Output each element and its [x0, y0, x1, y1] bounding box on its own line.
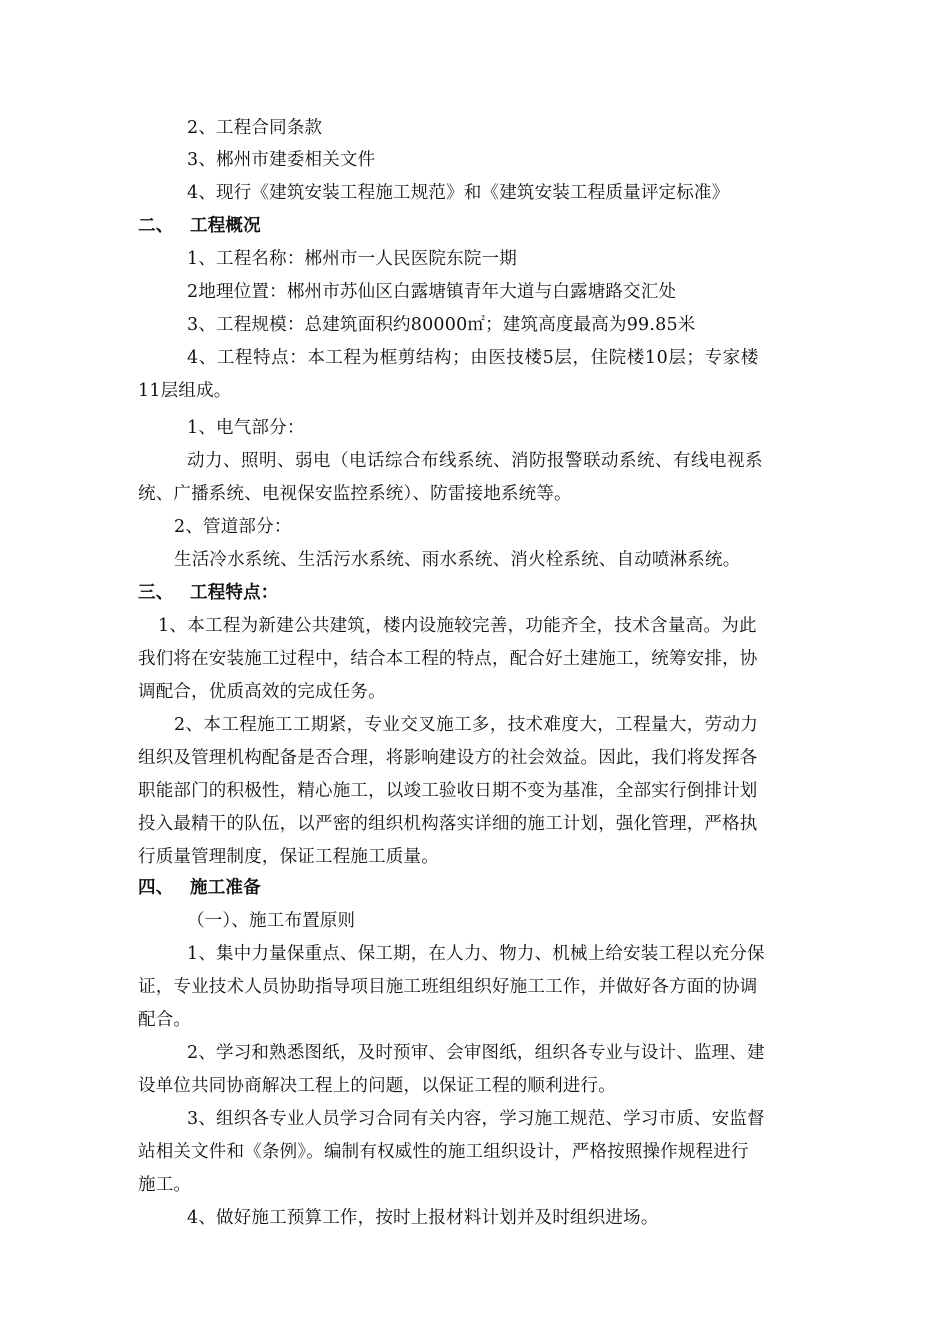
paragraph-line: 2、学习和熟悉图纸，及时预审、会审图纸，组织各专业与设计、监理、建 — [187, 1043, 765, 1063]
section-heading — [138, 581, 279, 605]
paragraph-line: 生活冷水系统、生活污水系统、雨水系统、消火栓系统、自动喷淋系统。 — [174, 550, 741, 570]
section-number: 四、 — [138, 878, 174, 898]
paragraph-line: 4、做好施工预算工作，按时上报材料计划并及时组织进场。 — [187, 1208, 659, 1228]
paragraph-line: 1、工程名称：郴州市一人民医院东院一期 — [187, 249, 517, 269]
section-number: 二、 — [138, 216, 174, 236]
paragraph-line: 3、组织各专业人员学习合同有关内容，学习施工规范、学习市质、安监督 — [187, 1109, 765, 1129]
paragraph-line: 1、本工程为新建公共建筑，楼内设施较完善，功能齐全，技术含量高。为此 — [158, 616, 757, 636]
paragraph-line: 职能部门的积极性，精心施工，以竣工验收日期不变为基准，全部实行倒排计划 — [138, 781, 758, 801]
paragraph-line: 行质量管理制度，保证工程施工质量。 — [138, 847, 439, 867]
paragraph-line: 站相关文件和《条例》。编制有权威性的施工组织设计，严格按照操作规程进行 — [138, 1142, 749, 1162]
paragraph-line: 2、管道部分： — [174, 517, 292, 537]
section-heading — [138, 876, 261, 900]
paragraph-line: 1、电气部分： — [187, 418, 305, 438]
section-number: 三、 — [138, 583, 174, 603]
paragraph-line: 4、工程特点：本工程为框剪结构；由医技楼5层，住院楼10层；专家楼 — [187, 348, 759, 368]
paragraph-line: 配合。 — [138, 1010, 192, 1030]
paragraph-line: 投入最精干的队伍，以严密的组织机构落实详细的施工计划，强化管理，严格执 — [138, 814, 758, 834]
subsection-heading: （一）、施工布置原则 — [187, 911, 356, 931]
list-item: 3、郴州市建委相关文件 — [187, 150, 376, 170]
paragraph-line: 我们将在安装施工过程中，结合本工程的特点，配合好土建施工，统筹安排，协 — [138, 649, 758, 669]
section-title: 工程特点： — [190, 583, 279, 603]
list-item: 4、现行《建筑安装工程施工规范》和《建筑安装工程质量评定标准》 — [187, 183, 730, 203]
paragraph-line: 设单位共同协商解决工程上的问题，以保证工程的顺利进行。 — [138, 1076, 616, 1096]
paragraph-line: 组织及管理机构配备是否合理，将影响建设方的社会效益。因此，我们将发挥各 — [138, 748, 758, 768]
section-title: 施工准备 — [190, 878, 261, 898]
paragraph-line: 调配合，优质高效的完成任务。 — [138, 682, 386, 702]
paragraph-line: 证，专业技术人员协助指导项目施工班组组织好施工工作，并做好各方面的协调 — [138, 977, 758, 997]
paragraph-line: 3、工程规模：总建筑面积约80000㎡；建筑高度最高为99.85米 — [187, 315, 696, 335]
paragraph-line: 统、广播系统、电视保安监控系统）、防雷接地系统等。 — [138, 484, 572, 504]
list-item: 2、工程合同条款 — [187, 118, 323, 138]
paragraph-line: 施工。 — [138, 1175, 192, 1195]
section-title: 工程概况 — [190, 216, 261, 236]
paragraph-line: 1、集中力量保重点、保工期，在人力、物力、机械上给安装工程以充分保 — [187, 944, 765, 964]
paragraph-line: 2地理位置：郴州市苏仙区白露塘镇青年大道与白露塘路交汇处 — [187, 282, 677, 302]
section-heading — [138, 214, 261, 238]
paragraph-line: 动力、照明、弱电（电话综合布线系统、消防报警联动系统、有线电视系 — [187, 451, 763, 471]
paragraph-line: 11层组成。 — [138, 381, 232, 401]
paragraph-line: 2、本工程施工工期紧，专业交叉施工多，技术难度大，工程量大，劳动力 — [174, 715, 759, 735]
